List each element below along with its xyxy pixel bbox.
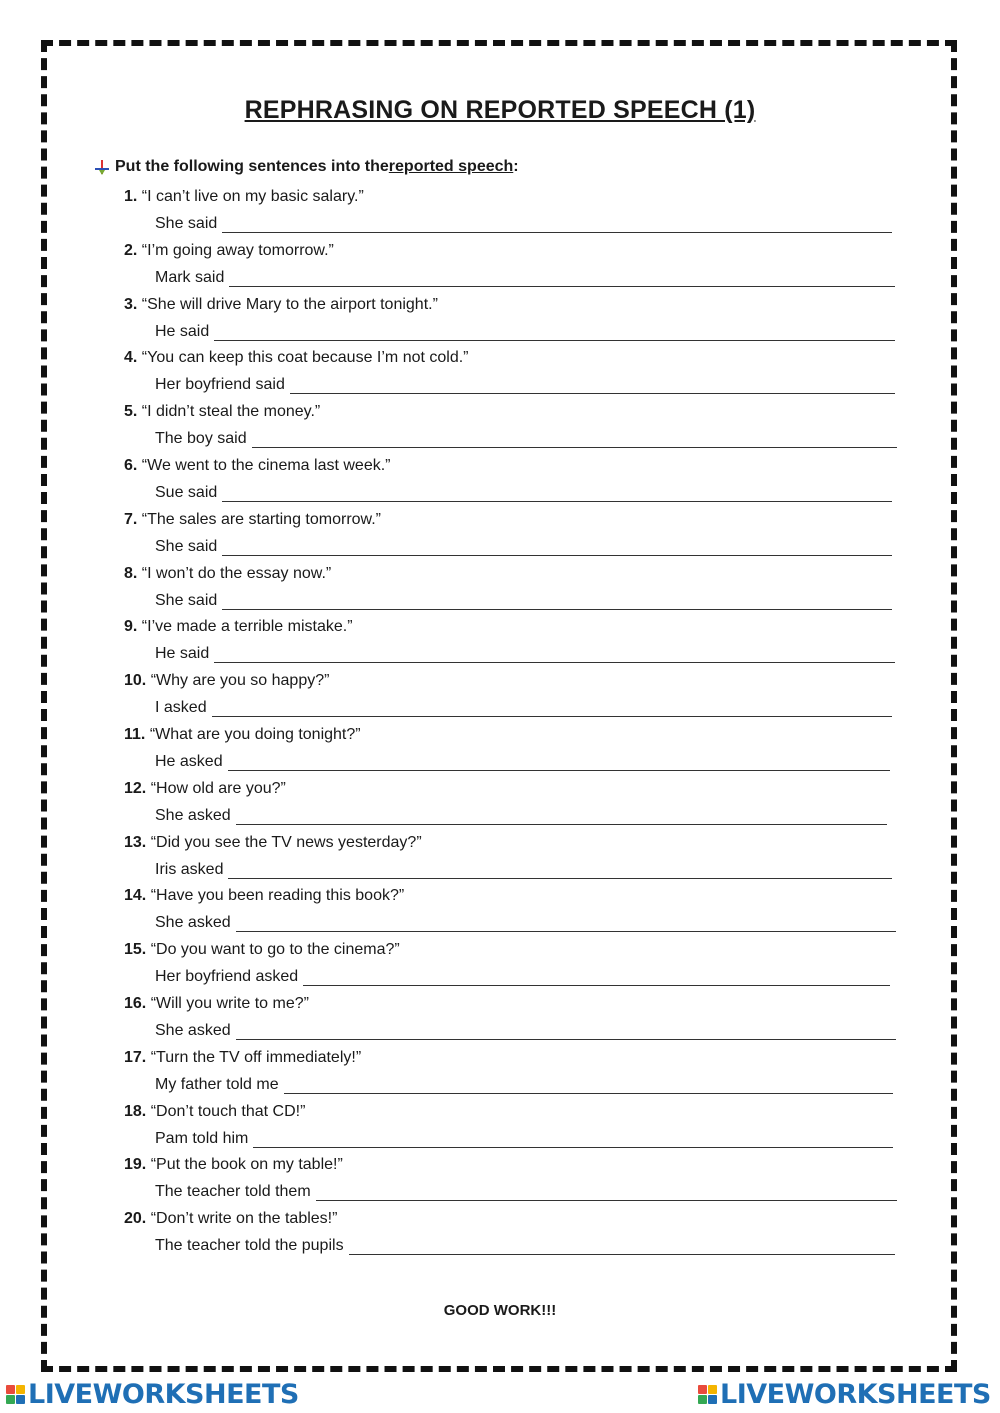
- item-number: 13.: [124, 833, 147, 851]
- answer-blank[interactable]: [214, 340, 895, 341]
- instruction-emphasis: reported speech: [388, 158, 514, 175]
- answer-line: [155, 1072, 893, 1098]
- brand-logo-left: [6, 1380, 299, 1408]
- quote-text: “What are you doing tonight?”: [149, 725, 361, 743]
- quote-text: “I’ve made a terrible mistake.”: [141, 618, 353, 636]
- quote-text: “Have you been reading this book?”: [150, 887, 405, 905]
- answer-prefix: I asked: [155, 699, 207, 717]
- answer-blank[interactable]: [253, 1147, 893, 1148]
- instruction-text: Put the following sentences into the: [115, 158, 389, 175]
- exercise-item: [124, 830, 904, 884]
- exercise-list: [124, 184, 904, 1260]
- quote-text: “I can’t live on my basic salary.”: [141, 188, 364, 205]
- exercise-quote: [124, 399, 320, 425]
- answer-prefix: My father told me: [155, 1075, 279, 1093]
- quote-text: “How old are you?”: [150, 779, 286, 797]
- exercise-item: [124, 722, 904, 776]
- answer-prefix: He asked: [155, 752, 223, 770]
- exercise-item: [124, 507, 904, 561]
- quote-text: “I didn’t steal the money.”: [141, 403, 321, 421]
- quote-text: “Don’t touch that CD!”: [150, 1102, 306, 1120]
- quote-text: “She will drive Mary to the airport tonight.”: [141, 295, 438, 313]
- answer-blank[interactable]: [349, 1254, 895, 1255]
- answer-line: [155, 265, 895, 291]
- item-number: 11.: [124, 725, 146, 743]
- answer-prefix: He said: [155, 645, 210, 663]
- answer-prefix: Pam told him: [155, 1129, 249, 1147]
- item-number: 2.: [124, 241, 138, 259]
- exercise-quote: [124, 883, 404, 909]
- exercise-quote: [124, 937, 400, 963]
- exercise-quote: [124, 1206, 337, 1232]
- item-number: 4.: [124, 349, 138, 367]
- answer-blank[interactable]: [222, 232, 892, 233]
- instruction-colon: :: [513, 158, 519, 175]
- answer-prefix: The teacher told the pupils: [155, 1237, 344, 1255]
- answer-line: [155, 480, 892, 506]
- answer-blank[interactable]: [212, 716, 892, 717]
- item-number: 8.: [124, 564, 138, 582]
- answer-prefix: She said: [155, 215, 218, 232]
- exercise-quote: [124, 561, 331, 587]
- instruction: [93, 158, 519, 176]
- answer-line: [155, 749, 890, 775]
- exercise-item: [124, 937, 904, 991]
- quote-text: “Turn the TV off immediately!”: [150, 1048, 362, 1066]
- exercise-quote: [124, 345, 469, 371]
- answer-line: [155, 372, 895, 398]
- answer-line: [155, 695, 892, 721]
- exercise-quote: [124, 668, 329, 694]
- answer-blank[interactable]: [290, 393, 895, 394]
- quote-text: “Will you write to me?”: [150, 994, 309, 1012]
- exercise-item: [124, 345, 904, 399]
- answer-line: [155, 534, 892, 560]
- item-number: 14.: [124, 887, 147, 905]
- quote-text: “I won’t do the essay now.”: [141, 564, 332, 582]
- exercise-item: [124, 453, 904, 507]
- answer-prefix: She said: [155, 591, 218, 609]
- quote-text: “You can keep this coat because I’m not cold.”: [141, 349, 469, 367]
- item-number: 9.: [124, 618, 138, 636]
- answer-prefix: The boy said: [155, 430, 247, 448]
- answer-line: [155, 426, 897, 452]
- answer-line: [155, 1126, 893, 1152]
- brand-grid-icon: [6, 1385, 25, 1404]
- exercise-quote: [124, 614, 353, 640]
- exercise-item: [124, 238, 904, 292]
- answer-blank[interactable]: [229, 286, 895, 287]
- answer-line: [155, 641, 895, 667]
- answer-prefix: He said: [155, 322, 210, 340]
- answer-line: [155, 964, 890, 990]
- answer-line: [155, 857, 892, 883]
- quote-text: “We went to the cinema last week.”: [141, 456, 391, 474]
- exercise-quote: [124, 1152, 343, 1178]
- exercise-quote: [124, 830, 422, 856]
- item-number: 15.: [124, 941, 147, 959]
- answer-prefix: Sue said: [155, 483, 218, 501]
- item-number: 17.: [124, 1048, 147, 1066]
- exercise-quote: [124, 453, 391, 479]
- exercise-item: [124, 883, 904, 937]
- exercise-item: [124, 1152, 904, 1206]
- footer-message: GOOD WORK!!!: [443, 1302, 557, 1319]
- item-number: 16.: [124, 994, 147, 1012]
- answer-line: [155, 1179, 897, 1205]
- quote-text: “The sales are starting tomorrow.”: [141, 510, 381, 528]
- answer-blank[interactable]: [228, 770, 890, 771]
- exercise-item: [124, 668, 904, 722]
- brand-name: LIVEWORKSHEETS: [720, 1378, 991, 1410]
- quote-text: “Do you want to go to the cinema?”: [150, 941, 400, 959]
- answer-line: [155, 1233, 895, 1259]
- answer-line: [155, 588, 892, 614]
- item-number: 19.: [124, 1156, 147, 1174]
- answer-blank[interactable]: [252, 447, 897, 448]
- answer-prefix: Her boyfriend said: [155, 376, 285, 394]
- answer-prefix: Iris asked: [155, 860, 224, 878]
- answer-prefix: She said: [155, 537, 218, 555]
- answer-blank[interactable]: [222, 501, 892, 502]
- answer-prefix: The teacher told them: [155, 1183, 311, 1201]
- brand-logo-right: [698, 1380, 991, 1408]
- answer-prefix: She asked: [155, 806, 231, 824]
- answer-blank[interactable]: [284, 1093, 893, 1094]
- answer-line: [155, 910, 896, 936]
- item-number: 1.: [124, 188, 138, 205]
- answer-line: [155, 1018, 896, 1044]
- answer-blank[interactable]: [316, 1200, 897, 1201]
- exercise-item: [124, 292, 904, 346]
- item-number: 3.: [124, 295, 138, 313]
- exercise-quote: [124, 507, 381, 533]
- quote-text: “Put the book on my table!”: [150, 1156, 343, 1174]
- answer-prefix: She asked: [155, 1021, 231, 1039]
- exercise-item: [124, 399, 904, 453]
- exercise-quote: [124, 722, 361, 748]
- quote-text: “I’m going away tomorrow.”: [141, 241, 334, 259]
- answer-line: [155, 803, 887, 829]
- exercise-quote: [124, 238, 334, 264]
- exercise-quote: [124, 776, 286, 802]
- item-number: 18.: [124, 1102, 147, 1120]
- answer-blank[interactable]: [303, 985, 890, 986]
- exercise-item: [124, 614, 904, 668]
- exercise-quote: [124, 1099, 305, 1125]
- item-number: 10.: [124, 672, 147, 690]
- answer-blank[interactable]: [236, 824, 887, 825]
- exercise-item: [124, 561, 904, 615]
- answer-prefix: Her boyfriend asked: [155, 968, 299, 986]
- exercise-quote: [124, 184, 364, 210]
- item-number: 12.: [124, 779, 147, 797]
- quote-text: “Don’t write on the tables!”: [150, 1210, 338, 1228]
- arrow-bullet-icon: [93, 158, 111, 176]
- item-number: 7.: [124, 510, 138, 528]
- item-number: 6.: [124, 456, 138, 474]
- answer-blank[interactable]: [222, 555, 892, 556]
- quote-text: “Why are you so happy?”: [150, 672, 330, 690]
- quote-text: “Did you see the TV news yesterday?”: [150, 833, 422, 851]
- answer-blank[interactable]: [214, 662, 895, 663]
- exercise-item: [124, 1099, 904, 1153]
- answer-line: [155, 211, 892, 237]
- exercise-quote: [124, 1045, 361, 1071]
- exercise-item: [124, 776, 904, 830]
- answer-prefix: She asked: [155, 914, 231, 932]
- answer-blank[interactable]: [222, 609, 892, 610]
- item-number: 5.: [124, 403, 138, 421]
- exercise-item: [124, 1045, 904, 1099]
- exercise-quote: [124, 292, 438, 318]
- answer-blank[interactable]: [236, 1039, 896, 1040]
- worksheet-title: REPHRASING ON REPORTED SPEECH (1): [244, 96, 756, 124]
- answer-blank[interactable]: [236, 931, 896, 932]
- exercise-item: [124, 1206, 904, 1260]
- exercise-quote: [124, 991, 309, 1017]
- exercise-item: [124, 184, 904, 238]
- item-number: 20.: [124, 1210, 147, 1228]
- brand-name: LIVEWORKSHEETS: [28, 1378, 299, 1410]
- answer-blank[interactable]: [228, 878, 892, 879]
- answer-prefix: Mark said: [155, 268, 225, 286]
- brand-grid-icon: [698, 1385, 717, 1404]
- answer-line: [155, 319, 895, 345]
- exercise-item: [124, 991, 904, 1045]
